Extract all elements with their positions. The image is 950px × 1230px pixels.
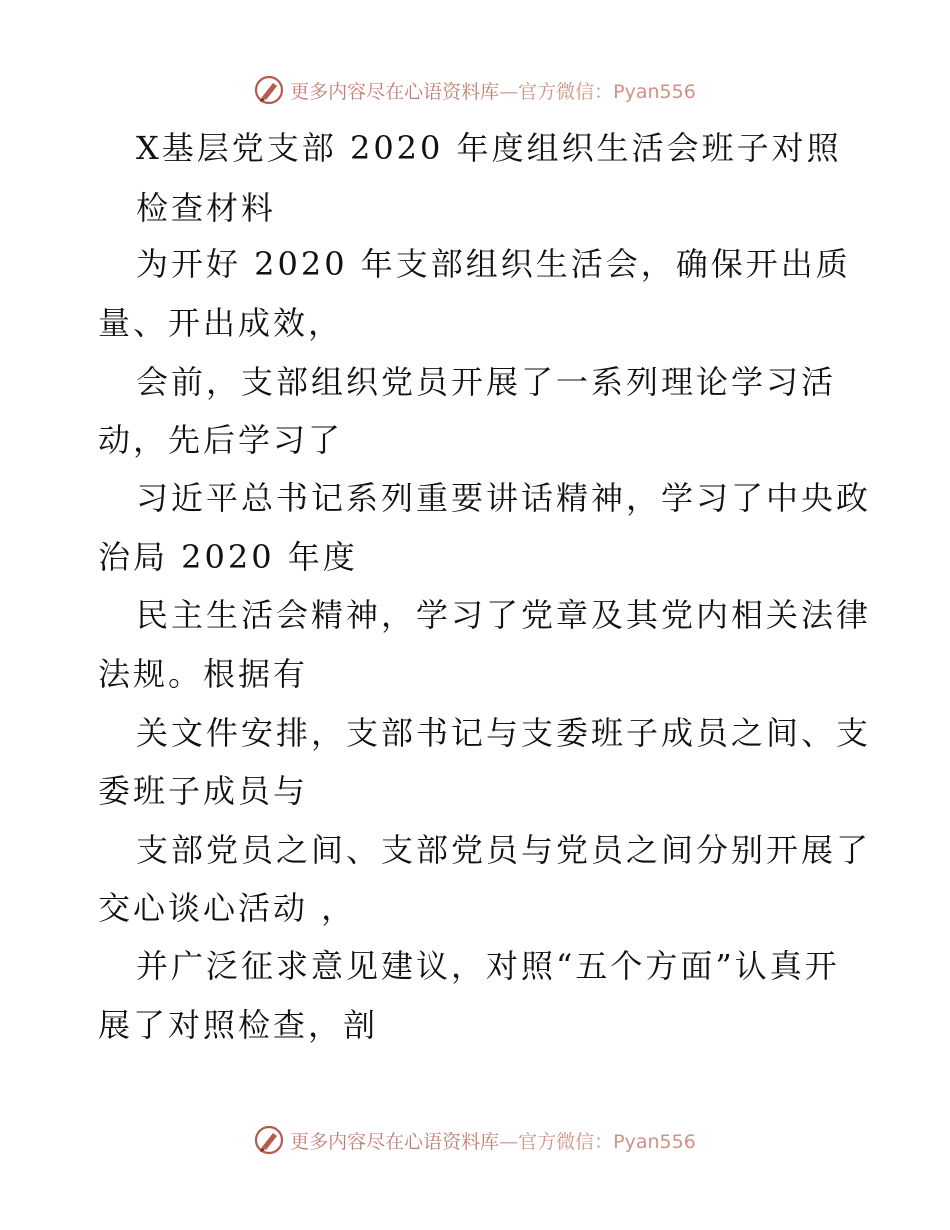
paragraph-line: 动，先后学习了 xyxy=(98,421,344,459)
paragraph-line: 委班子成员与 xyxy=(98,772,309,810)
doc-title-line-2: 检查材料 xyxy=(136,189,277,227)
footer-watermark xyxy=(0,1120,950,1160)
paragraph-line: 支部党员之间、支部党员与党员之间分别开展了 xyxy=(136,831,872,869)
watermark-text xyxy=(290,77,696,104)
watermark-separator: — xyxy=(499,80,519,103)
watermark-separator: — xyxy=(499,1130,519,1153)
paragraph-line: 关文件安排，支部书记与支委班子成员之间、支 xyxy=(136,714,872,752)
watermark-contact: 官方微信：Pyan556 xyxy=(518,80,696,103)
header-watermark xyxy=(0,70,950,110)
paragraph-line: 民主生活会精神，学习了党章及其党内相关法律 xyxy=(136,596,872,634)
pen-logo-icon xyxy=(254,75,284,105)
paragraph-line: 为开好 2020 年支部组织生活会，确保开出质 xyxy=(136,245,851,283)
watermark-contact: 官方微信：Pyan556 xyxy=(518,1130,696,1153)
doc-title-line-1: X基层党支部 2020 年度组织生活会班子对照 xyxy=(136,129,842,167)
watermark-text xyxy=(290,1127,696,1154)
paragraph-line: 交心谈心活动 ， xyxy=(98,889,357,927)
paragraph-line: 治局 2020 年度 xyxy=(98,538,358,576)
paragraph-line: 习近平总书记系列重要讲话精神，学习了中央政 xyxy=(136,479,872,517)
watermark-brand: 更多内容尽在心语资料库 xyxy=(290,80,500,103)
paragraph-line: 会前，支部组织党员开展了一系列理论学习活 xyxy=(136,363,837,401)
paragraph-line: 法规。根据有 xyxy=(98,655,309,693)
watermark-brand: 更多内容尽在心语资料库 xyxy=(290,1130,500,1153)
paragraph-line: 量、开出成效， xyxy=(98,304,344,342)
paragraph-line: 展了对照检查，剖 xyxy=(98,1006,379,1044)
paragraph-line: 并广泛征求意见建议，对照“五个方面”认真开 xyxy=(136,947,840,985)
pen-logo-icon xyxy=(254,1125,284,1155)
